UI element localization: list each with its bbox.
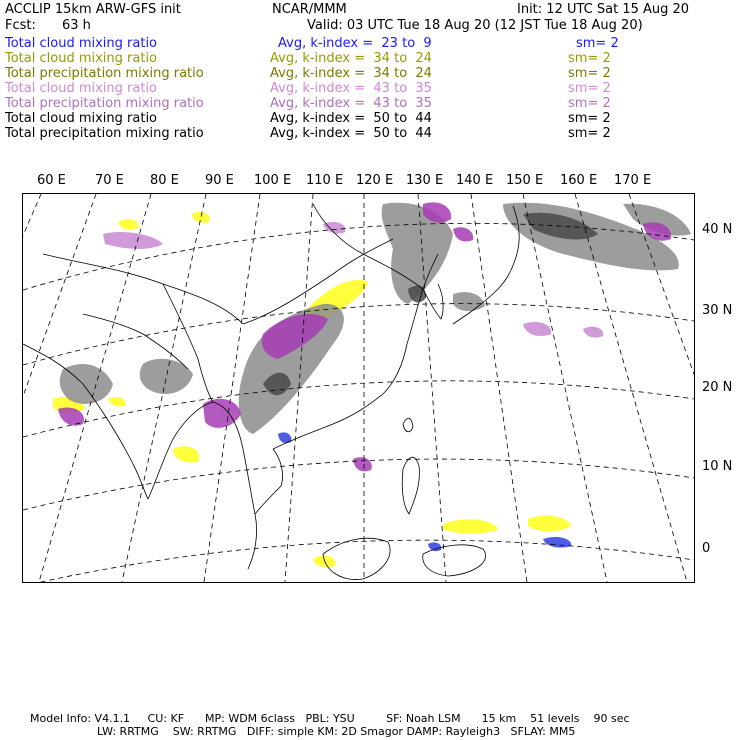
yellow-cloud-patch [108,397,126,407]
yellow-cloud-patch [313,555,335,567]
field-name: Total cloud mixing ratio [5,51,158,66]
lat-label: 30 N [702,303,733,318]
blue-cloud-patch [428,542,441,551]
lon-label: 60 E [37,173,66,188]
field-smoothing: sm= 2 [568,66,611,81]
lon-label: 120 E [356,173,394,188]
forecast-label: Fcst: [5,18,36,33]
yellow-cloud-patch [528,515,571,531]
field-name: Total cloud mixing ratio [5,111,158,126]
model-info-line1: Model Info: V4.1.1 CU: KF MP: WDM 6class PBL: YSU SF: Noah LSM 15 km 51 levels 90 sec [30,712,630,725]
lat-label: 0 [702,541,711,556]
lon-label: 140 E [456,173,494,188]
longitude-line [23,194,41,582]
lon-label: 160 E [560,173,598,188]
coastline [402,457,419,514]
field-avg: Avg, k-index = 43 to 35 [270,96,432,111]
cloud-shading [53,202,691,567]
blue-cloud-patch [543,537,571,548]
field-smoothing: sm= 2 [576,36,619,51]
field-avg: Avg, k-index = 23 to 9 [278,36,432,51]
field-name: Total cloud mixing ratio [5,36,158,51]
longitude-line [122,194,206,582]
lat-label: 40 N [702,222,733,237]
field-name: Total precipitation mixing ratio [5,66,204,81]
field-smoothing: sm= 2 [568,51,611,66]
gray-cloud-patch [453,292,485,311]
lon-label: 90 E [205,173,234,188]
lat-label: 10 N [702,459,733,474]
purple-cloud-patch [353,457,372,471]
coastline [403,418,413,432]
lightpurple-cloud-patch [103,232,163,249]
lon-label: 80 E [150,173,179,188]
lat-label: 20 N [702,380,733,395]
coastline [423,284,443,319]
field-name: Total precipitation mixing ratio [5,96,204,111]
forecast-hour: 63 h [62,18,91,33]
field-avg: Avg, k-index = 34 to 24 [270,51,432,66]
field-smoothing: sm= 2 [568,81,611,96]
latitude-line [23,381,694,437]
field-avg: Avg, k-index = 50 to 44 [270,111,432,126]
field-smoothing: sm= 2 [568,126,611,141]
lightpurple-cloud-patch [523,322,551,336]
model-title: ACCLIP 15km ARW-GFS init [5,2,181,17]
yellow-cloud-patch [173,446,199,462]
gray-cloud-patch [60,364,113,404]
coastline [43,254,243,324]
yellow-cloud-patch [118,219,138,230]
field-name: Total cloud mixing ratio [5,81,158,96]
yellow-cloud-patch [443,519,498,533]
field-avg: Avg, k-index = 50 to 44 [270,126,432,141]
field-avg: Avg, k-index = 43 to 35 [270,81,432,96]
lon-label: 150 E [506,173,544,188]
field-name: Total precipitation mixing ratio [5,126,204,141]
init-time: Init: 12 UTC Sat 15 Aug 20 [517,2,690,17]
lon-label: 70 E [95,173,124,188]
map-canvas [23,194,694,582]
coastline [255,449,283,514]
field-avg: Avg, k-index = 34 to 24 [270,66,432,81]
lon-label: 110 E [306,173,344,188]
field-smoothing: sm= 2 [568,111,611,126]
model-info-line2: LW: RRTMG SW: RRTMG DIFF: simple KM: 2D Smagor DAMP: Rayleigh3 SFLAY: MM5 [97,725,576,738]
field-smoothing: sm= 2 [568,96,611,111]
gray-cloud-patch [140,359,193,394]
lon-label: 170 E [614,173,652,188]
center-label: NCAR/MMM [272,2,347,17]
purple-cloud-patch [453,227,473,241]
lightpurple-cloud-patch [583,327,603,338]
lon-label: 100 E [254,173,292,188]
map-panel [22,193,695,583]
lon-label: 130 E [406,173,444,188]
valid-time: Valid: 03 UTC Tue 18 Aug 20 (12 JST Tue 18 Aug 20) [307,18,643,33]
